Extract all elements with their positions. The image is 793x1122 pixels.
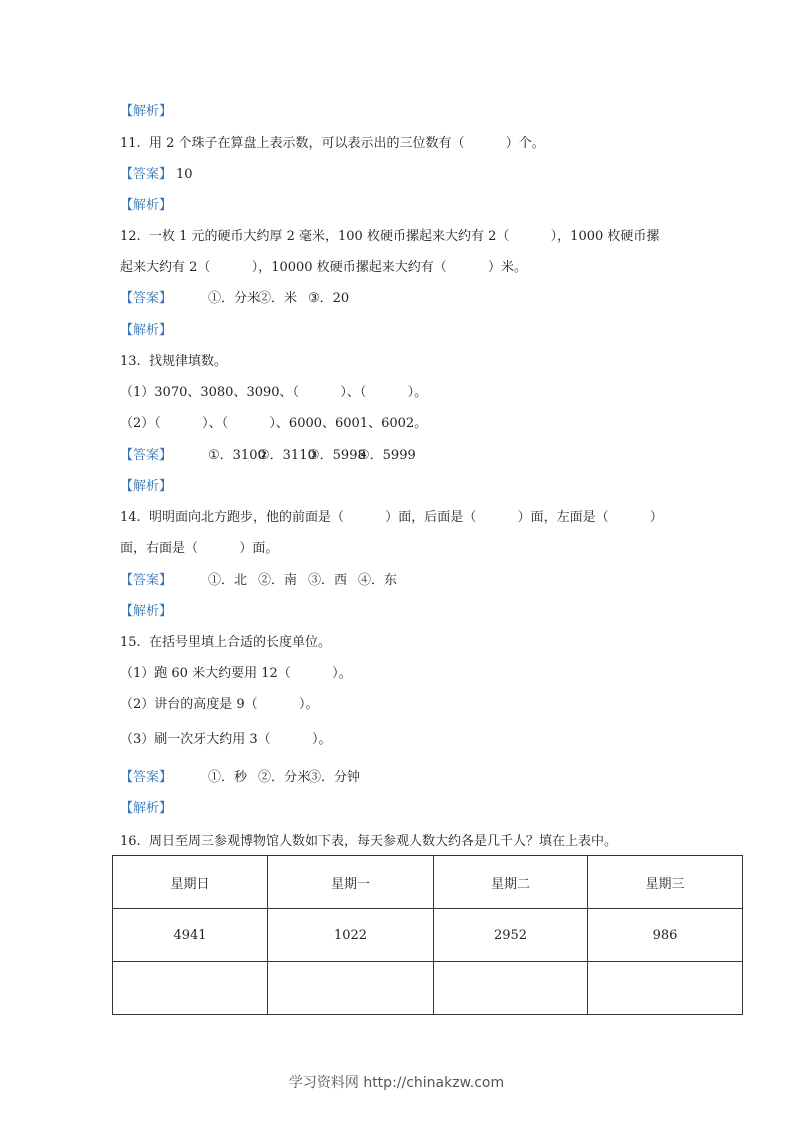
answer-line <box>120 447 720 465</box>
analysis-label: 【解析】 <box>120 198 173 213</box>
answer-value: ②．分米 <box>258 770 311 785</box>
answer-value: ①．分米 <box>208 291 261 306</box>
answer-value: ④．东 <box>358 573 398 588</box>
question-line: 面，右面是（ ）面。 <box>120 541 279 556</box>
analysis-label: 【解析】 <box>120 479 173 494</box>
analysis-label: 【解析】 <box>120 104 173 119</box>
answer-line <box>120 769 720 787</box>
table-header-cell: 星期一 <box>268 856 434 909</box>
question-line: 16. 周日至周三参观博物馆人数如下表，每天参观人数大约各是几千人？填在上表中。 <box>120 834 617 849</box>
answer-value: ③．20 <box>308 291 350 306</box>
answer-value: ②．3110 <box>258 448 316 463</box>
question-line: （2）讲台的高度是 9（ ）。 <box>120 697 319 712</box>
answer-label: 【答案】 <box>120 167 173 182</box>
question-line: （1）跑 60 米大约要用 12（ ）。 <box>120 666 352 681</box>
answer-value: ②．南 <box>258 573 298 588</box>
question-line: （1）3070、3080、3090、（ ）、（ ）。 <box>120 385 428 400</box>
question-line: （2）（ ）、（ ）、6000、6001、6002。 <box>120 416 428 431</box>
table-cell-blank[interactable] <box>588 962 743 1015</box>
answer-value: 10 <box>176 167 193 182</box>
answer-value: ②．米 <box>258 291 298 306</box>
answer-line <box>120 572 720 590</box>
answer-value: ①．3100 <box>208 448 266 463</box>
question-line: （3）刷一次牙大约用 3（ ）。 <box>120 732 332 747</box>
answer-label: 【答案】 <box>120 291 173 306</box>
table-header-row <box>113 856 743 909</box>
answer-value: ①．秒 <box>208 770 248 785</box>
table-header-cell: 星期日 <box>113 856 268 909</box>
question-line: 12. 一枚 1 元的硬币大约厚 2 毫米，100 枚硬币摞起来大约有 2（ ），1000 枚硬币摞 <box>120 229 660 244</box>
analysis-label: 【解析】 <box>120 801 173 816</box>
answer-line <box>120 166 720 184</box>
footer-watermark: 学习资料网 http://chinakzw.com <box>288 1075 505 1091</box>
analysis-label: 【解析】 <box>120 323 173 338</box>
table-cell-blank[interactable] <box>434 962 588 1015</box>
question-line: 15. 在括号里填上合适的长度单位。 <box>120 635 331 650</box>
answer-label: 【答案】 <box>120 573 173 588</box>
answer-value: ③．5998 <box>308 448 366 463</box>
table-cell: 1022 <box>268 909 434 962</box>
table-cell-blank[interactable] <box>113 962 268 1015</box>
analysis-label: 【解析】 <box>120 604 173 619</box>
table-cell: 4941 <box>113 909 268 962</box>
visitor-table <box>112 855 743 1015</box>
answer-line <box>120 290 720 308</box>
table-cell-blank[interactable] <box>268 962 434 1015</box>
answer-label: 【答案】 <box>120 448 173 463</box>
answer-value: ③．分钟 <box>308 770 361 785</box>
table-header-cell: 星期三 <box>588 856 743 909</box>
question-line: 起来大约有 2（ ），10000 枚硬币摞起来大约有（ ）米。 <box>120 260 528 275</box>
question-line: 13. 找规律填数。 <box>120 354 227 369</box>
question-line: 11. 用 2 个珠子在算盘上表示数，可以表示出的三位数有（ ）个。 <box>120 136 545 151</box>
answer-label: 【答案】 <box>120 770 173 785</box>
table-cell: 986 <box>588 909 743 962</box>
table-row <box>113 909 743 962</box>
question-line: 14. 明明面向北方跑步，他的前面是（ ）面，后面是（ ）面，左面是（ ） <box>120 510 663 525</box>
table-header-cell: 星期二 <box>434 856 588 909</box>
table-cell: 2952 <box>434 909 588 962</box>
table-blank-row <box>113 962 743 1015</box>
answer-value: ①．北 <box>208 573 248 588</box>
answer-value: ④．5999 <box>358 448 416 463</box>
answer-value: ③．西 <box>308 573 348 588</box>
